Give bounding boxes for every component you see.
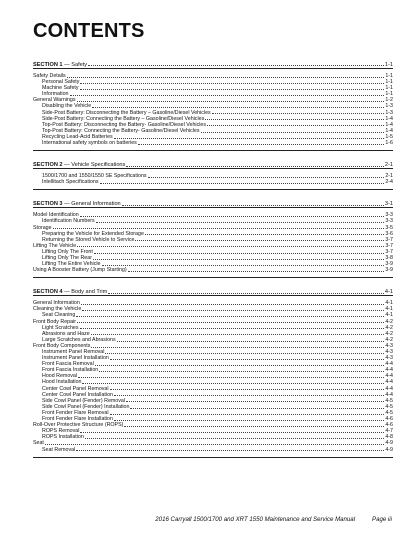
toc-entry-label: Lifting Only The Rear: [42, 254, 92, 261]
toc-entry-label: Returning the Stored Vehicle to Service: [42, 236, 135, 243]
toc-entry-label: Preparing the Vehicle for Extended Storage: [42, 230, 144, 237]
section-page-number: 4-1: [384, 289, 393, 296]
toc-entry-label: Center Cowl Panel Installation: [42, 391, 113, 398]
toc-entry-label: Hood Removal: [42, 373, 78, 380]
dot-leader: [126, 166, 384, 167]
toc-entry-page-number: 3-9: [385, 261, 393, 268]
toc-entry-page-number: 4-4: [385, 391, 393, 398]
section-name: General Information: [71, 201, 121, 208]
toc-section: [33, 282, 393, 457]
dot-leader: [114, 138, 385, 139]
dot-leader: [102, 265, 385, 266]
section-number: SECTION 3: [33, 201, 63, 208]
toc-entry-label: Intellitach Specifications: [42, 179, 99, 186]
toc-entry-label: Side-Post Battery: Connecting the Battery – Gasoline/Diesel Vehicles: [42, 115, 205, 122]
toc-entry-page-number: 4-4: [385, 367, 393, 374]
toc-entry-label: Using A Booster Battery (Jump Starting): [33, 267, 127, 274]
toc-entry-page-number: 1-1: [385, 79, 393, 86]
toc-entry-label: Identification Numbers: [42, 218, 95, 225]
toc-entry-page-number: 3-3: [385, 218, 393, 225]
toc-entry-list: [33, 169, 393, 189]
dot-leader: [110, 389, 385, 390]
toc-entry-page-number: 1-3: [385, 109, 393, 116]
section-number: SECTION 4: [33, 289, 63, 296]
dot-leader: [94, 253, 385, 254]
toc-entry-page-number: 4-9: [385, 440, 393, 447]
dot-leader: [77, 322, 384, 323]
dot-leader: [80, 216, 385, 217]
toc-entry-label: Instrument Panel Installation: [42, 355, 109, 362]
section-page-number: 2-1: [384, 162, 393, 169]
dot-leader: [100, 183, 385, 184]
section-heading[interactable]: [33, 55, 393, 69]
toc-entry-page-number: 4-5: [385, 397, 393, 404]
dot-leader: [145, 234, 384, 235]
dot-leader: [67, 77, 385, 78]
toc-entry-page-number: 4-1: [385, 300, 393, 307]
toc-entry-label: Front Fascia Removal: [42, 361, 94, 368]
dot-leader: [117, 341, 385, 342]
dot-leader: [82, 310, 384, 311]
toc-entry-list: [33, 296, 393, 456]
toc-entry-page-number: 3-7: [385, 242, 393, 249]
toc-entry-label: Front Body Repair: [33, 318, 76, 325]
toc-entry-page-number: 1-4: [385, 121, 393, 128]
dot-leader: [95, 365, 385, 366]
toc-entry-page-number: 3-7: [385, 248, 393, 255]
dot-leader: [130, 408, 384, 409]
toc-entry-label: ROPS Removal: [42, 428, 80, 435]
dot-leader: [148, 177, 385, 178]
dot-leader: [114, 420, 384, 421]
toc-entry-list: [33, 208, 393, 277]
dot-leader: [201, 132, 385, 133]
toc-entry-page-number: 4-4: [385, 379, 393, 386]
dot-leader: [80, 328, 385, 329]
toc-entry-label: Model Identification: [33, 212, 79, 219]
dot-leader: [81, 304, 385, 305]
toc-entry-page-number: 2-1: [385, 173, 393, 180]
toc-entry-label: Safety Details: [33, 73, 66, 79]
toc-section: [33, 194, 393, 278]
dot-leader: [205, 119, 384, 120]
dot-leader: [78, 377, 384, 378]
toc-entry-page-number: 1-2: [385, 97, 393, 104]
toc-entry-page-number: 4-1: [385, 312, 393, 319]
page-title: CONTENTS: [33, 20, 145, 42]
toc-entry-label: General Warnings: [33, 97, 76, 104]
toc-entry-label: International safety symbols on batteries: [42, 140, 137, 147]
toc-entry-page-number: 3-3: [385, 212, 393, 219]
toc-entry-page-number: 1-3: [385, 103, 393, 110]
dot-leader: [138, 144, 385, 145]
toc-entry-label: Lifting The Entire Vehicle: [42, 261, 101, 268]
footer-page-number: Page iii: [372, 516, 392, 523]
toc-entry-page-number: 1-1: [385, 85, 393, 92]
section-number: SECTION 1: [33, 62, 63, 68]
toc-entry[interactable]: [33, 179, 393, 185]
dot-leader: [108, 293, 384, 294]
toc-entry-label: Cleaning the Vehicle: [33, 306, 82, 313]
section-dash: —: [62, 62, 72, 68]
toc-entry-page-number: 4-3: [385, 349, 393, 355]
section-name: Safety: [71, 62, 88, 68]
toc-entry-page-number: 3-8: [385, 254, 393, 261]
toc-entry-label: Light Scratches: [42, 324, 79, 331]
toc-entry-page-number: 3-5: [385, 224, 393, 231]
toc-entry-list: [33, 69, 393, 150]
toc-entry[interactable]: [33, 267, 393, 273]
toc-entry-page-number: 1-4: [385, 115, 393, 122]
toc-entry-label: Top-Post Battery: Connecting the Battery- Gasoline/Diesel Vehicles: [42, 127, 200, 134]
toc-entry-page-number: 4-9: [385, 446, 393, 453]
dot-leader: [122, 205, 384, 206]
dot-leader: [80, 83, 384, 84]
dot-leader: [77, 101, 385, 102]
toc-entry-label: Front Fender Flare Removal: [42, 409, 109, 416]
toc-entry-page-number: 2-4: [385, 179, 393, 186]
toc-entry-page-number: 4-2: [385, 318, 393, 325]
toc-entry-label: Large Scratches and Abrasions: [42, 336, 116, 343]
toc-entry-page-number: 4-4: [385, 361, 393, 368]
toc-entry-page-number: 4-5: [385, 409, 393, 416]
dot-leader: [105, 353, 384, 354]
toc-entry-page-number: 4-2: [385, 330, 393, 337]
dot-leader: [124, 426, 384, 427]
toc-entry-label: Seat: [33, 440, 44, 447]
section-name: Vehicle Specifications: [71, 162, 126, 169]
toc-entry-label: Front Fender Flare Installation: [42, 416, 113, 423]
dot-leader: [92, 107, 384, 108]
section-dash: —: [62, 201, 72, 208]
toc-entry-label: Front Fascia Installation: [42, 367, 99, 374]
dot-leader: [85, 438, 385, 439]
toc-entry-page-number: 4-2: [385, 324, 393, 331]
toc-entry-page-number: 4-3: [385, 355, 393, 362]
toc-entry-label: Instrument Panel Removal: [42, 349, 105, 355]
toc-entry-label: Top-Post Battery: Disconnecting the Battery- Gasoline/Diesel Vehicles: [42, 121, 206, 128]
dot-leader: [88, 65, 384, 66]
toc-entry-page-number: 3-6: [385, 230, 393, 237]
dot-leader: [91, 347, 384, 348]
toc-entry-page-number: 4-2: [385, 336, 393, 343]
toc-entry-page-number: 1-6: [385, 140, 393, 147]
toc-section: [33, 155, 393, 190]
dot-leader: [80, 432, 384, 433]
toc-entry-label: General Information: [33, 300, 80, 307]
dot-leader: [77, 246, 384, 247]
dot-leader: [110, 359, 385, 360]
toc-entry[interactable]: [33, 140, 393, 146]
dot-leader: [76, 450, 384, 451]
dot-leader: [80, 89, 385, 90]
toc-entry-label: Recycling Lead-Acid Batteries: [42, 133, 113, 140]
dot-leader: [91, 334, 385, 335]
dot-leader: [53, 228, 385, 229]
toc-entry-label: Seat Removal: [42, 446, 76, 453]
toc-entry-page-number: 4-7: [385, 428, 393, 435]
dot-leader: [82, 383, 384, 384]
toc-entry-page-number: 4-5: [385, 403, 393, 410]
toc-entry-label: Lifting Only The Front: [42, 248, 93, 255]
toc-entry-label: Side Cowl Panel (Fender) Installation: [42, 403, 130, 410]
dot-leader: [76, 316, 384, 317]
toc-entry-page-number: 4-1: [385, 306, 393, 313]
toc-entry-label: Front Body Components: [33, 342, 91, 349]
toc-entry-label: Roll-Over Protective Structure (ROPS): [33, 422, 124, 429]
section-heading[interactable]: [33, 155, 393, 169]
dot-leader: [96, 222, 385, 223]
section-page-number: 3-1: [384, 201, 393, 208]
toc-entry-label: ROPS Installation: [42, 434, 84, 441]
toc-entry-page-number: 4-4: [385, 385, 393, 392]
toc-entry-page-number: 4-3: [385, 342, 393, 349]
toc-entry-page-number: 4-4: [385, 373, 393, 380]
dot-leader: [126, 401, 384, 402]
toc-entry-page-number: 1-1: [385, 73, 393, 79]
dot-leader: [135, 240, 384, 241]
toc-entry-label: Storage: [33, 224, 52, 231]
dot-leader: [114, 395, 384, 396]
toc-entry-label: Center Cowl Panel Removal: [42, 385, 109, 392]
toc-entry-label: Personal Safety: [42, 79, 80, 86]
dot-leader: [99, 371, 384, 372]
toc-entry-label: 1500/1700 and 1550/1550 SE Specifications: [42, 173, 147, 180]
dot-leader: [207, 125, 384, 126]
toc-entry-page-number: 4-6: [385, 422, 393, 429]
dot-leader: [212, 113, 385, 114]
dot-leader: [93, 259, 384, 260]
section-dash: —: [62, 289, 72, 296]
toc-entry-label: Information: [42, 91, 69, 98]
toc-entry-page-number: 4-6: [385, 416, 393, 423]
toc-entry-label: Side-Post Battery: Disconnecting the Battery – Gasoline/Diesel Vehicles: [42, 109, 211, 116]
toc-entry-label: Lifting The Vehicle: [33, 242, 77, 249]
toc-entry-label: Abrasions and Haze: [42, 330, 90, 337]
section-name: Body and Trim: [71, 289, 108, 296]
footer-manual-title: 2016 Carryall 1500/1700 and XRT 1550 Maintenance and Service Manual: [155, 516, 356, 523]
toc-entry-page-number: 1-4: [385, 127, 393, 134]
dot-leader: [128, 271, 385, 272]
table-of-contents: [33, 51, 393, 458]
dot-leader: [70, 95, 385, 96]
toc-entry-label: Seat Cleaning: [42, 312, 76, 319]
toc-entry-page-number: 1-5: [385, 133, 393, 140]
section-heading[interactable]: [33, 282, 393, 296]
dot-leader: [45, 444, 384, 445]
toc-entry-page-number: 3-7: [385, 236, 393, 243]
section-page-number: 1-1: [384, 62, 393, 68]
section-dash: —: [62, 162, 72, 169]
toc-entry-page-number: 4-8: [385, 434, 393, 441]
section-number: SECTION 2: [33, 162, 63, 169]
toc-entry-label: Hood Installation: [42, 379, 82, 386]
toc-entry-page-number: 1-1: [385, 91, 393, 98]
toc-entry[interactable]: [33, 447, 393, 453]
toc-entry-label: Machine Safety: [42, 85, 79, 92]
toc-entry-label: Disabling the Vehicle: [42, 103, 92, 110]
toc-section: [33, 55, 393, 151]
section-heading[interactable]: [33, 194, 393, 208]
dot-leader: [110, 414, 385, 415]
toc-entry-label: Side Cowl Panel (Fender) Removal: [42, 397, 126, 404]
toc-entry-page-number: 3-9: [385, 267, 393, 274]
page-footer: [0, 516, 392, 523]
